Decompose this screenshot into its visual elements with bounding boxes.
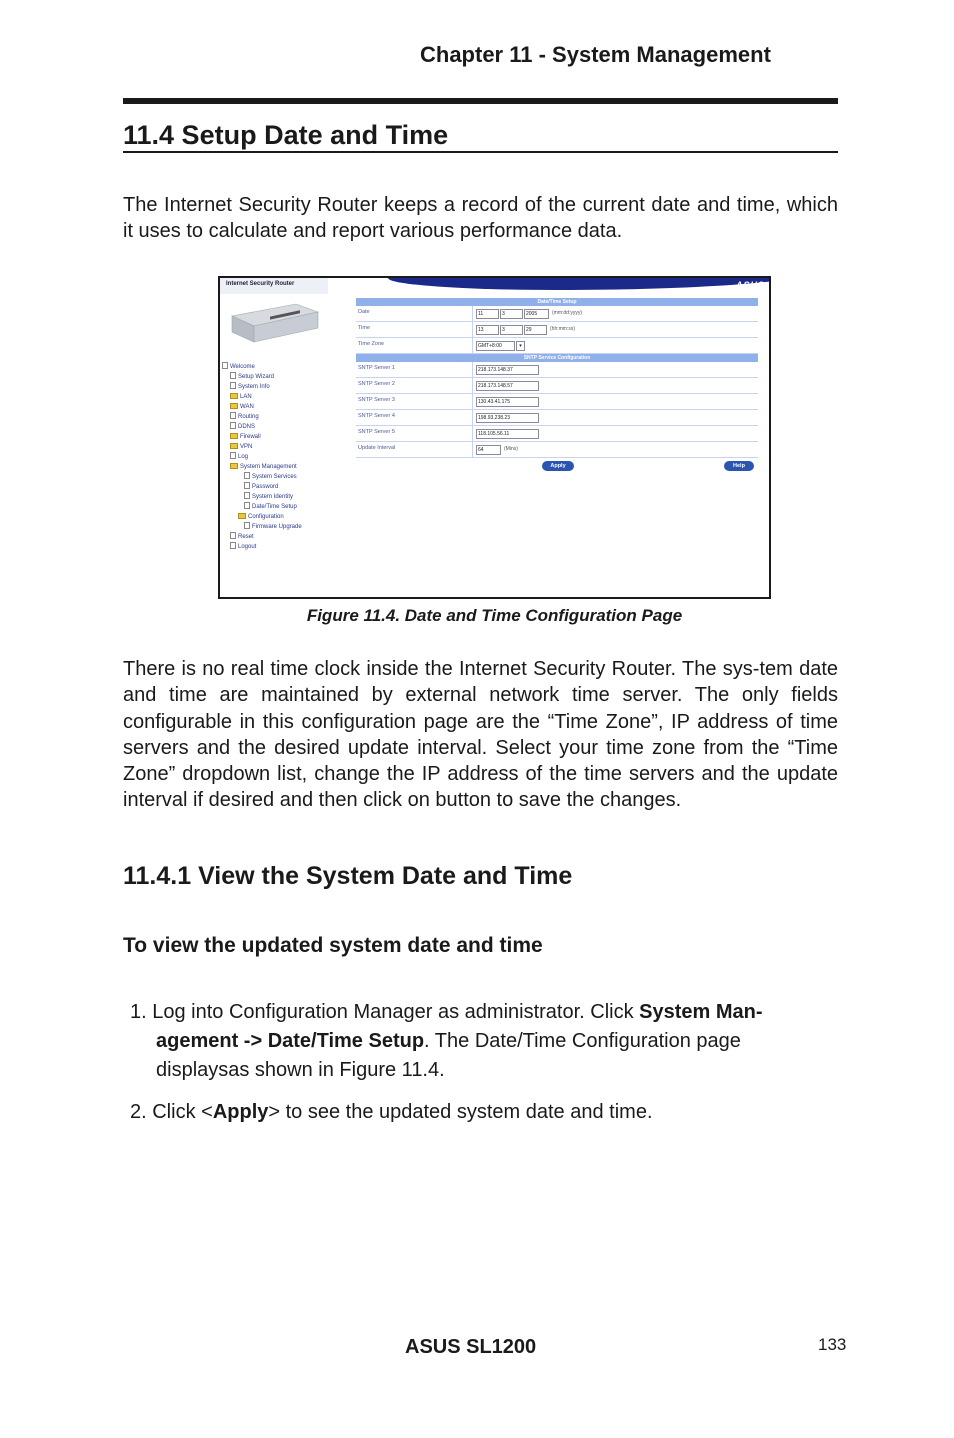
nav-item-welcome[interactable]: Welcome xyxy=(222,362,330,372)
config-panel xyxy=(356,298,758,474)
button-row xyxy=(356,458,758,474)
time-row xyxy=(356,322,758,338)
nav-item-firmware-upgrade[interactable]: Firmware Upgrade xyxy=(222,522,330,532)
sntp-server-4-input[interactable]: 198.93.238.23 xyxy=(476,413,539,423)
procedure-title: To view the updated system date and time xyxy=(123,934,543,957)
router-device-image xyxy=(226,298,322,348)
page-icon xyxy=(244,502,250,509)
sntp-server-row xyxy=(356,362,758,378)
menu-path-bold-b: agement -> Date/Time Setup xyxy=(156,1030,425,1052)
update-interval-label: Update Interval xyxy=(358,445,396,451)
sntp-server-3-input[interactable]: 130.43.41.175 xyxy=(476,397,539,407)
sntp-section-header: SNTP Service Configuration xyxy=(356,354,758,362)
folder-icon xyxy=(230,403,238,409)
timezone-row xyxy=(356,338,758,354)
page-icon xyxy=(244,492,250,499)
sntp-server-1-input[interactable]: 218.173.148.37 xyxy=(476,365,539,375)
folder-icon xyxy=(230,393,238,399)
sntp-server-5-input[interactable]: 118.105.56.11 xyxy=(476,429,539,439)
page-icon xyxy=(230,372,236,379)
header-rule xyxy=(123,98,838,104)
page-icon xyxy=(244,522,250,529)
update-interval-unit: (Mins) xyxy=(504,446,518,452)
sntp-server-label: SNTP Server 5 xyxy=(358,429,395,435)
subsection-title: 11.4.1 View the System Date and Time xyxy=(123,862,573,890)
folder-icon xyxy=(230,443,238,449)
time-second-field[interactable]: 29 xyxy=(524,325,547,335)
date-day-field[interactable]: 11 xyxy=(476,309,499,319)
date-month-field[interactable]: 3 xyxy=(500,309,523,319)
nav-item-setup-wizard[interactable]: Setup Wizard xyxy=(222,372,330,382)
update-interval-input[interactable]: 64 xyxy=(476,445,501,455)
chevron-down-icon[interactable]: ▾ xyxy=(516,341,525,351)
nav-item-system-services[interactable]: System Services xyxy=(222,472,330,482)
nav-item-system-management[interactable]: System Management xyxy=(222,462,330,472)
nav-item-ddns[interactable]: DDNS xyxy=(222,422,330,432)
nav-item-routing[interactable]: Routing xyxy=(222,412,330,422)
asus-logo: ASUS xyxy=(735,280,765,290)
date-year-field[interactable]: 2005 xyxy=(524,309,549,319)
sntp-server-label: SNTP Server 4 xyxy=(358,413,395,419)
page-icon xyxy=(230,532,236,539)
nav-item-wan[interactable]: WAN xyxy=(222,402,330,412)
page-icon xyxy=(244,472,250,479)
page-icon xyxy=(222,362,228,369)
section-title-underline xyxy=(123,151,838,153)
sntp-server-row xyxy=(356,378,758,394)
time-format-hint: (hh:mm:ss) xyxy=(550,326,575,332)
nav-item-logout[interactable]: Logout xyxy=(222,542,330,552)
sntp-server-label: SNTP Server 3 xyxy=(358,397,395,403)
page-number: 133 xyxy=(818,1335,847,1354)
nav-item-date-time-setup[interactable]: Date/Time Setup xyxy=(222,502,330,512)
apply-bold: Apply xyxy=(212,1101,269,1123)
brand-label: Internet Security Router xyxy=(226,281,295,287)
date-row xyxy=(356,306,758,322)
intro-paragraph: The Internet Security Router keeps a record of the current date and time, which it uses to calculate and report various performance data. xyxy=(123,194,838,243)
timezone-select[interactable]: GMT+8:00 xyxy=(476,341,515,351)
nav-item-system-info[interactable]: System Info xyxy=(222,382,330,392)
nav-item-password[interactable]: Password xyxy=(222,482,330,492)
folder-icon xyxy=(230,433,238,439)
page-icon xyxy=(230,412,236,419)
help-button[interactable]: Help xyxy=(724,461,754,471)
banner-swoosh xyxy=(388,278,769,290)
sntp-server-label: SNTP Server 1 xyxy=(358,365,395,371)
date-format-hint: (mm:dd:yyyy) xyxy=(552,310,582,316)
timezone-label: Time Zone xyxy=(358,341,385,347)
nav-item-firewall[interactable]: Firewall xyxy=(222,432,330,442)
nav-item-lan[interactable]: LAN xyxy=(222,392,330,402)
sntp-server-row xyxy=(356,426,758,442)
nav-tree xyxy=(222,362,330,552)
step-2: 2. Click <Apply> to see the updated system date and time. xyxy=(130,1101,653,1123)
nav-item-reset[interactable]: Reset xyxy=(222,532,330,542)
nav-item-vpn[interactable]: VPN xyxy=(222,442,330,452)
section-title: 11.4 Setup Date and Time xyxy=(123,120,449,150)
time-label: Time xyxy=(358,325,371,331)
screenshot-banner xyxy=(220,278,769,294)
apply-button[interactable]: Apply xyxy=(542,461,574,471)
page-icon xyxy=(230,422,236,429)
figure-caption: Figure 11.4. Date and Time Configuration Page xyxy=(306,606,683,625)
footer-product: ASUS SL1200 xyxy=(405,1336,537,1358)
page-icon xyxy=(244,482,250,489)
nav-item-configuration[interactable]: Configuration xyxy=(222,512,330,522)
update-interval-row xyxy=(356,442,758,458)
page-icon xyxy=(230,542,236,549)
time-minute-field[interactable]: 3 xyxy=(500,325,523,335)
menu-path-bold-a: System Man- xyxy=(639,1001,763,1023)
folder-icon xyxy=(238,513,246,519)
sntp-server-label: SNTP Server 2 xyxy=(358,381,395,387)
datetime-section-header: Date/Time Setup xyxy=(356,298,758,306)
nav-item-log[interactable]: Log xyxy=(222,452,330,462)
sntp-server-2-input[interactable]: 218.173.148.57 xyxy=(476,381,539,391)
nav-item-system-identity[interactable]: System Identity xyxy=(222,492,330,502)
body-paragraph: There is no real time clock inside the Internet Security Router. The sys-tem date and time are maintained by external network time server. The only fields configurable in this configuration page are the “Time Zone”, IP address of time servers and the desired update interval. Select your time zone from the “Time Zone” dropdown list, change the IP address of the time servers and the update interval if desired and then click on button to save the changes. xyxy=(123,658,838,812)
chapter-header: Chapter 11 - System Management xyxy=(420,42,771,67)
folder-icon xyxy=(230,463,238,469)
date-label: Date xyxy=(358,309,370,315)
page-icon xyxy=(230,452,236,459)
sntp-server-row xyxy=(356,394,758,410)
time-hour-field[interactable]: 13 xyxy=(476,325,499,335)
page-icon xyxy=(230,382,236,389)
step-1: 1. Log into Configuration Manager as administrator. Click System Man- agement -> Date/Time Setup. The Date/Time Configuration page displaysas shown in Figure 11.4. xyxy=(130,1001,763,1081)
figure-screenshot xyxy=(218,276,771,599)
sntp-server-row xyxy=(356,410,758,426)
